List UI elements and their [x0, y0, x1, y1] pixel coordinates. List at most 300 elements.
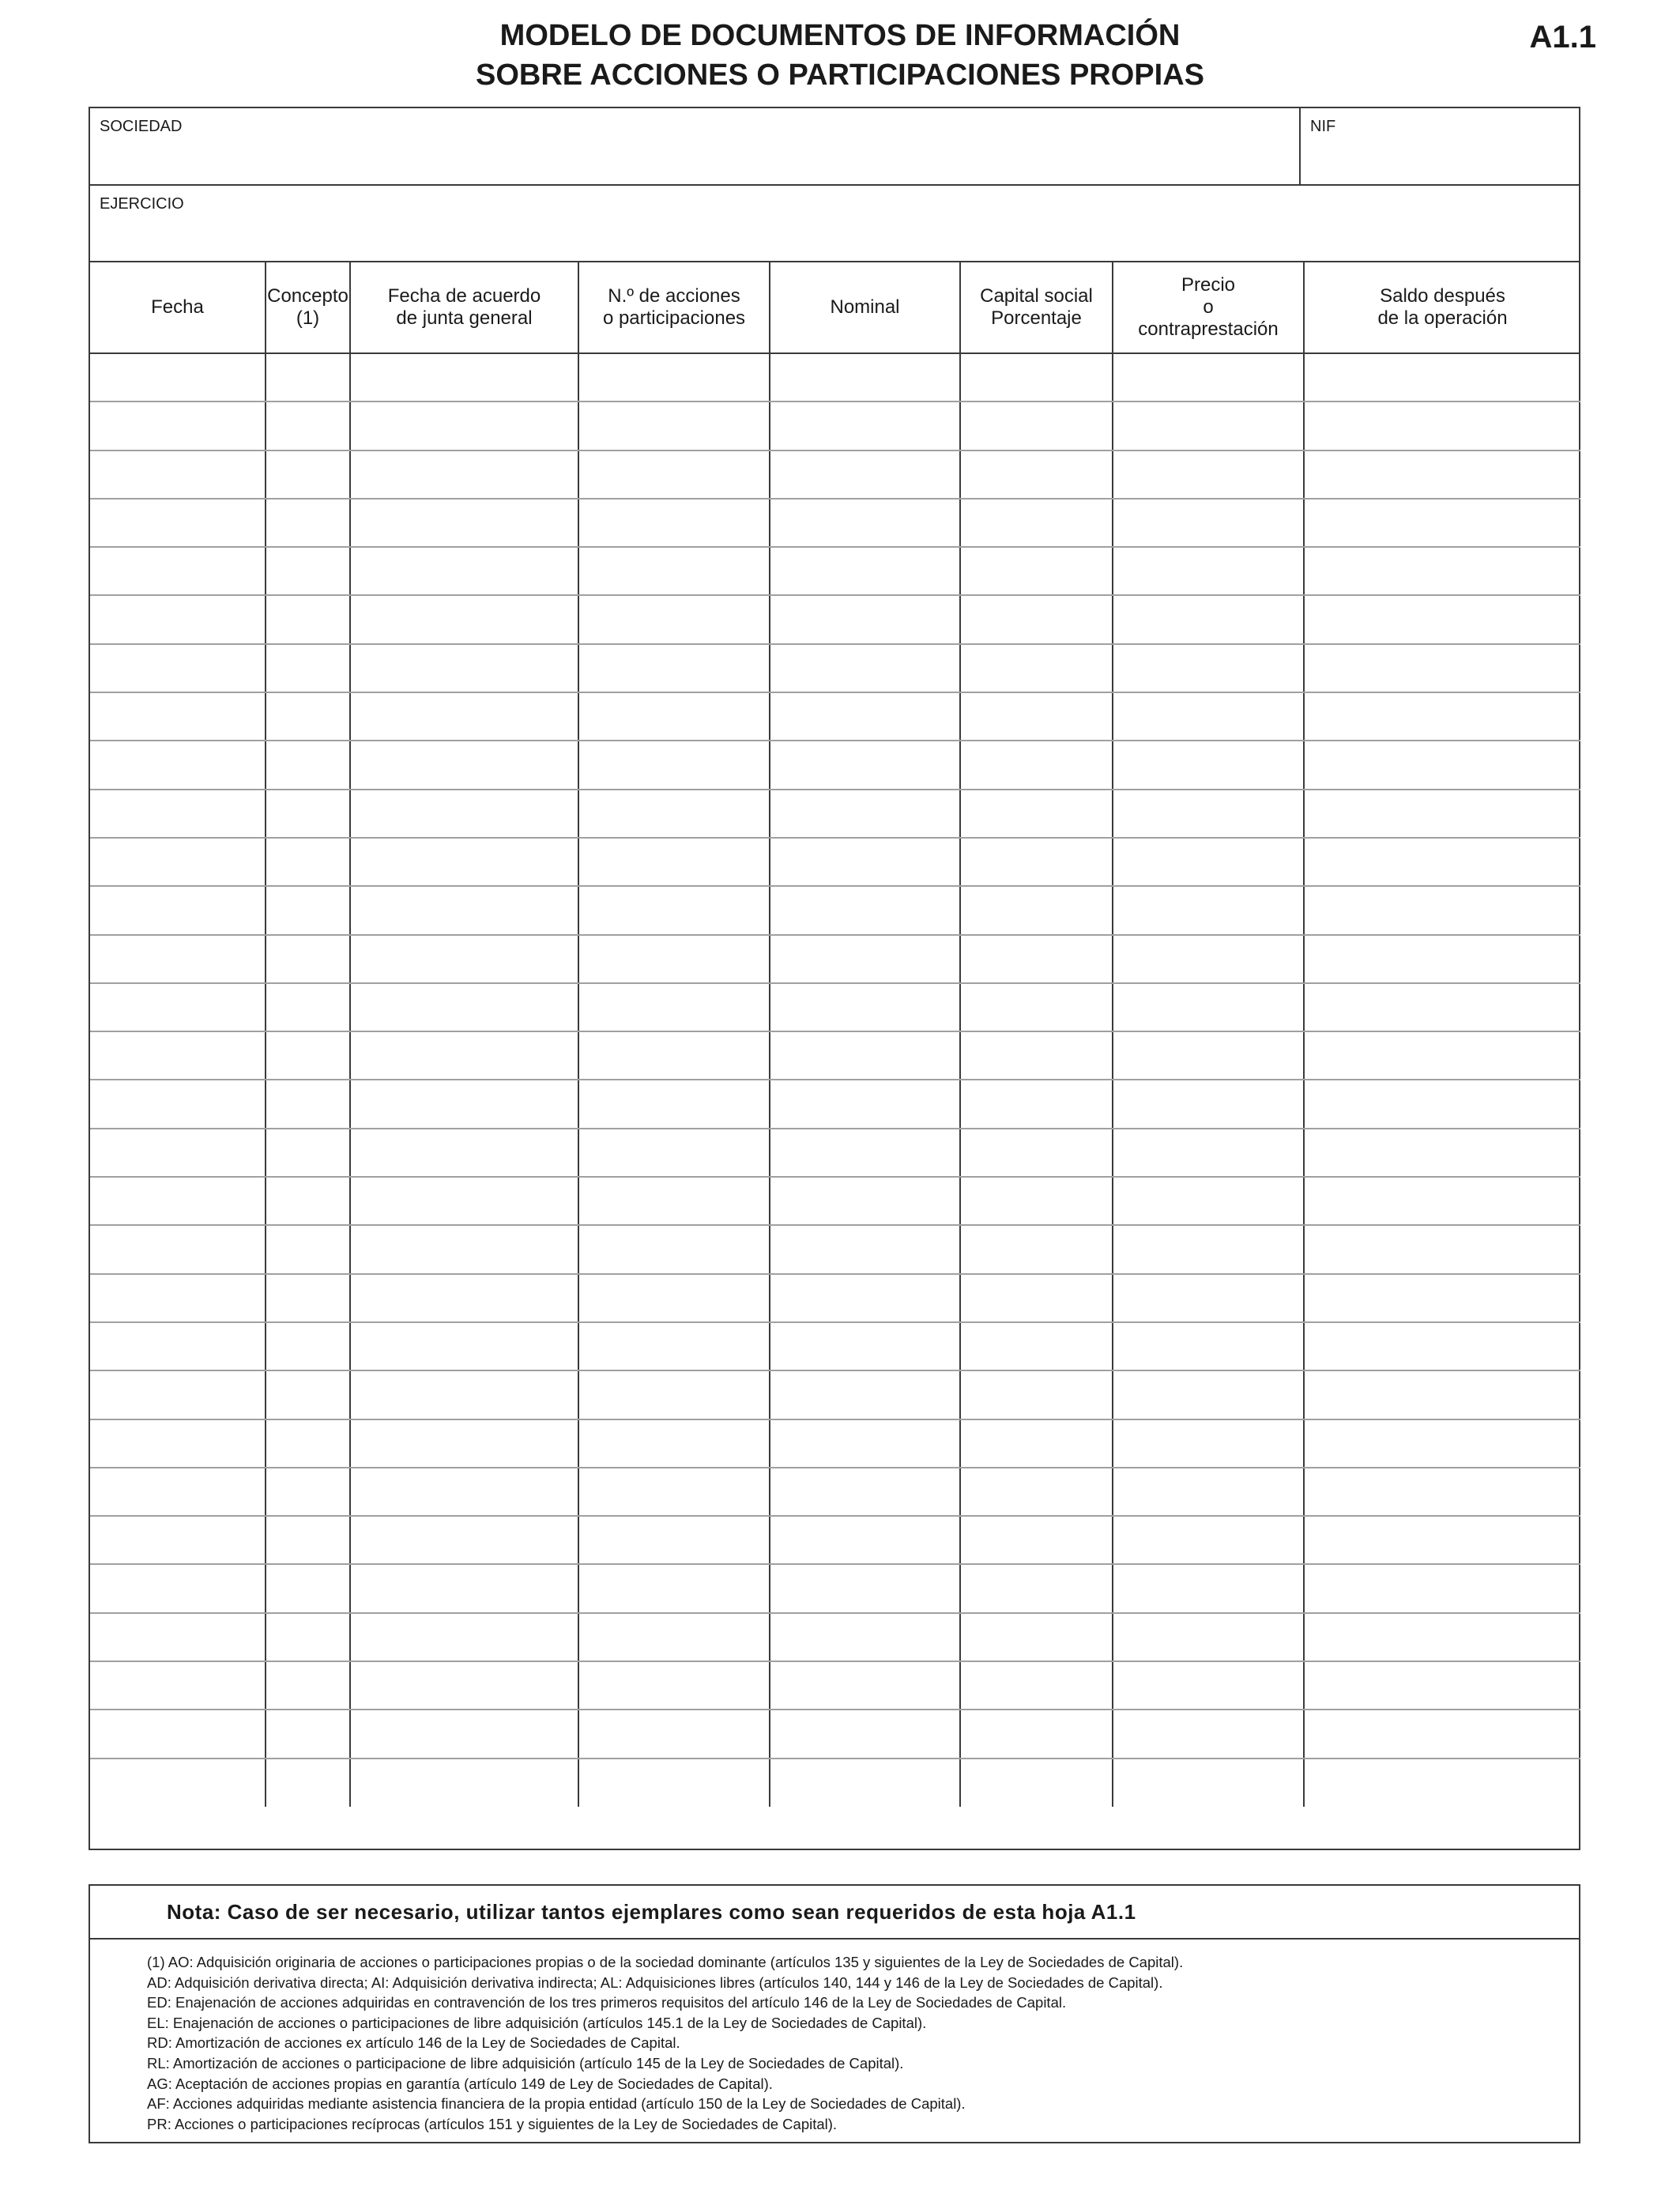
- column-header-line: Capital social: [980, 285, 1093, 307]
- table-cell-saldo[interactable]: [1304, 353, 1580, 401]
- table-cell-concepto[interactable]: [266, 595, 350, 643]
- table-cell-saldo[interactable]: [1304, 1710, 1580, 1758]
- table-cell-nominal[interactable]: [770, 790, 960, 838]
- table-cell-fecha-acuerdo[interactable]: [350, 644, 578, 692]
- table-cell-concepto[interactable]: [266, 1080, 350, 1128]
- table-cell-num-acciones[interactable]: [578, 1370, 770, 1419]
- table-cell-concepto[interactable]: [266, 935, 350, 983]
- table-cell-saldo[interactable]: [1304, 1031, 1580, 1080]
- table-row: [90, 790, 1580, 838]
- table-cell-capital-social[interactable]: [960, 644, 1113, 692]
- table-cell-fecha-acuerdo[interactable]: [350, 353, 578, 401]
- table-row: [90, 1274, 1580, 1322]
- table-cell-num-acciones[interactable]: [578, 353, 770, 401]
- table-cell-precio[interactable]: [1113, 790, 1304, 838]
- table-cell-fecha-acuerdo[interactable]: [350, 1225, 578, 1273]
- table-cell-capital-social[interactable]: [960, 1322, 1113, 1370]
- table-cell-precio[interactable]: [1113, 935, 1304, 983]
- table-cell-nominal[interactable]: [770, 1419, 960, 1468]
- table-cell-saldo[interactable]: [1304, 1564, 1580, 1612]
- column-header-line: Precio: [1181, 274, 1236, 296]
- table-cell-concepto[interactable]: [266, 1419, 350, 1468]
- table-cell-capital-social[interactable]: [960, 595, 1113, 643]
- table-cell-fecha[interactable]: [90, 741, 266, 789]
- table-cell-nominal[interactable]: [770, 1661, 960, 1710]
- table-cell-concepto[interactable]: [266, 838, 350, 886]
- table-cell-precio[interactable]: [1113, 1322, 1304, 1370]
- column-header-num-acciones: [578, 262, 770, 353]
- table-cell-fecha[interactable]: [90, 790, 266, 838]
- table-cell-precio[interactable]: [1113, 1613, 1304, 1661]
- table-cell-concepto[interactable]: [266, 886, 350, 934]
- notes-box: [89, 1884, 1580, 2143]
- table-cell-capital-social[interactable]: [960, 935, 1113, 983]
- table-cell-concepto[interactable]: [266, 1661, 350, 1710]
- table-row: [90, 983, 1580, 1031]
- table-cell-capital-social[interactable]: [960, 886, 1113, 934]
- table-cell-fecha-acuerdo[interactable]: [350, 692, 578, 741]
- table-cell-capital-social[interactable]: [960, 401, 1113, 450]
- table-cell-precio[interactable]: [1113, 595, 1304, 643]
- table-cell-precio[interactable]: [1113, 1225, 1304, 1273]
- table-cell-capital-social[interactable]: [960, 1419, 1113, 1468]
- table-cell-capital-social[interactable]: [960, 1516, 1113, 1564]
- table-cell-concepto[interactable]: [266, 1759, 350, 1807]
- table-cell-capital-social[interactable]: [960, 1080, 1113, 1128]
- table-cell-precio[interactable]: [1113, 838, 1304, 886]
- table-cell-fecha-acuerdo[interactable]: [350, 838, 578, 886]
- legend-line: RL: Amortización de acciones o participacione de libre adquisición (artículo 145 de la Ley de Sociedades de Capital).: [147, 2054, 904, 2071]
- table-cell-fecha[interactable]: [90, 1322, 266, 1370]
- table-cell-fecha-acuerdo[interactable]: [350, 547, 578, 595]
- table-cell-capital-social[interactable]: [960, 741, 1113, 789]
- table-cell-nominal[interactable]: [770, 595, 960, 643]
- table-cell-precio[interactable]: [1113, 1759, 1304, 1807]
- table-row: [90, 1031, 1580, 1080]
- table-cell-capital-social[interactable]: [960, 450, 1113, 499]
- table-cell-precio[interactable]: [1113, 1516, 1304, 1564]
- table-cell-precio[interactable]: [1113, 499, 1304, 547]
- table-cell-num-acciones[interactable]: [578, 644, 770, 692]
- ejercicio-label: EJERCICIO: [100, 195, 184, 213]
- table-cell-concepto[interactable]: [266, 644, 350, 692]
- table-cell-fecha[interactable]: [90, 547, 266, 595]
- table-cell-fecha[interactable]: [90, 450, 266, 499]
- table-cell-nominal[interactable]: [770, 1710, 960, 1758]
- column-header-saldo: [1304, 262, 1580, 353]
- table-cell-saldo[interactable]: [1304, 1613, 1580, 1661]
- table-cell-saldo[interactable]: [1304, 1759, 1580, 1807]
- table-cell-precio[interactable]: [1113, 1661, 1304, 1710]
- table-cell-fecha[interactable]: [90, 1613, 266, 1661]
- table-cell-capital-social[interactable]: [960, 790, 1113, 838]
- table-row: [90, 401, 1580, 450]
- table-row: [90, 1564, 1580, 1612]
- table-cell-precio[interactable]: [1113, 644, 1304, 692]
- table-cell-concepto[interactable]: [266, 1031, 350, 1080]
- table-cell-fecha[interactable]: [90, 935, 266, 983]
- table-cell-fecha[interactable]: [90, 1129, 266, 1177]
- table-cell-saldo[interactable]: [1304, 1225, 1580, 1273]
- table-cell-nominal[interactable]: [770, 499, 960, 547]
- table-row: [90, 547, 1580, 595]
- table-cell-capital-social[interactable]: [960, 547, 1113, 595]
- table-cell-fecha[interactable]: [90, 499, 266, 547]
- table-cell-num-acciones[interactable]: [578, 1564, 770, 1612]
- table-cell-precio[interactable]: [1113, 741, 1304, 789]
- column-header-precio: [1113, 262, 1304, 353]
- table-cell-nominal[interactable]: [770, 401, 960, 450]
- table-cell-precio[interactable]: [1113, 1129, 1304, 1177]
- table-cell-nominal[interactable]: [770, 353, 960, 401]
- table-cell-capital-social[interactable]: [960, 983, 1113, 1031]
- table-cell-concepto[interactable]: [266, 353, 350, 401]
- table-cell-num-acciones[interactable]: [578, 886, 770, 934]
- table-cell-precio[interactable]: [1113, 1710, 1304, 1758]
- table-cell-num-acciones[interactable]: [578, 1225, 770, 1273]
- table-cell-num-acciones[interactable]: [578, 1468, 770, 1516]
- table-cell-saldo[interactable]: [1304, 1080, 1580, 1128]
- table-cell-nominal[interactable]: [770, 741, 960, 789]
- table-cell-nominal[interactable]: [770, 1759, 960, 1807]
- table-cell-capital-social[interactable]: [960, 692, 1113, 741]
- table-cell-nominal[interactable]: [770, 935, 960, 983]
- table-cell-saldo[interactable]: [1304, 547, 1580, 595]
- table-cell-capital-social[interactable]: [960, 1468, 1113, 1516]
- form-frame: [89, 107, 1580, 1850]
- table-cell-nominal[interactable]: [770, 1613, 960, 1661]
- table-cell-fecha[interactable]: [90, 1080, 266, 1128]
- table-cell-nominal[interactable]: [770, 1031, 960, 1080]
- table-cell-fecha-acuerdo[interactable]: [350, 935, 578, 983]
- table-cell-precio[interactable]: [1113, 1031, 1304, 1080]
- table-cell-nominal[interactable]: [770, 983, 960, 1031]
- legend-line: PR: Acciones o participaciones recíprocas (artículos 151 y siguientes de la Ley de Sociedades de Capital).: [147, 2115, 838, 2132]
- table-cell-num-acciones[interactable]: [578, 1322, 770, 1370]
- table-cell-fecha[interactable]: [90, 983, 266, 1031]
- table-cell-nominal[interactable]: [770, 692, 960, 741]
- legend-line: EL: Enajenación de acciones o participaciones de libre adquisición (artículos 145.1 de la Ley de Sociedades de Capital).: [147, 2014, 927, 2031]
- table-row: [90, 838, 1580, 886]
- table-cell-fecha-acuerdo[interactable]: [350, 450, 578, 499]
- table-cell-num-acciones[interactable]: [578, 1710, 770, 1758]
- table-cell-fecha[interactable]: [90, 1564, 266, 1612]
- table-cell-fecha-acuerdo[interactable]: [350, 1080, 578, 1128]
- table-cell-saldo[interactable]: [1304, 886, 1580, 934]
- table-row: [90, 1177, 1580, 1225]
- table-cell-saldo[interactable]: [1304, 595, 1580, 643]
- concept-legend: [147, 1952, 1554, 2134]
- table-cell-nominal[interactable]: [770, 1516, 960, 1564]
- table-row: [90, 1129, 1580, 1177]
- table-cell-concepto[interactable]: [266, 1129, 350, 1177]
- nota-text: Nota: Caso de ser necesario, utilizar tantos ejemplares como sean requeridos de esta hoja A1.1: [90, 1886, 1579, 1940]
- table-cell-capital-social[interactable]: [960, 1031, 1113, 1080]
- table-cell-fecha[interactable]: [90, 1759, 266, 1807]
- table-cell-fecha[interactable]: [90, 886, 266, 934]
- table-cell-fecha-acuerdo[interactable]: [350, 1710, 578, 1758]
- sociedad-field[interactable]: [90, 108, 1301, 186]
- table-cell-fecha-acuerdo[interactable]: [350, 886, 578, 934]
- table-cell-saldo[interactable]: [1304, 1516, 1580, 1564]
- table-cell-fecha-acuerdo[interactable]: [350, 1031, 578, 1080]
- table-cell-precio[interactable]: [1113, 1370, 1304, 1419]
- table-cell-fecha[interactable]: [90, 1225, 266, 1273]
- operations-table: [90, 262, 1580, 1807]
- column-header-concepto: [266, 262, 350, 353]
- table-cell-precio[interactable]: [1113, 401, 1304, 450]
- table-cell-num-acciones[interactable]: [578, 450, 770, 499]
- column-header-line: o: [1203, 296, 1214, 318]
- column-header-line: Nominal: [830, 296, 900, 318]
- table-cell-concepto[interactable]: [266, 790, 350, 838]
- table-cell-nominal[interactable]: [770, 644, 960, 692]
- table-cell-nominal[interactable]: [770, 1080, 960, 1128]
- table-cell-num-acciones[interactable]: [578, 1419, 770, 1468]
- table-cell-fecha-acuerdo[interactable]: [350, 1129, 578, 1177]
- column-header-line: Porcentaje: [991, 307, 1082, 329]
- table-cell-capital-social[interactable]: [960, 838, 1113, 886]
- table-row: [90, 1419, 1580, 1468]
- table-cell-precio[interactable]: [1113, 547, 1304, 595]
- table-cell-concepto[interactable]: [266, 1710, 350, 1758]
- table-cell-num-acciones[interactable]: [578, 1759, 770, 1807]
- legend-line: AG: Aceptación de acciones propias en garantía (artículo 149 de Ley de Sociedades de Capital).: [147, 2075, 773, 2092]
- table-row: [90, 450, 1580, 499]
- table-cell-num-acciones[interactable]: [578, 1129, 770, 1177]
- table-cell-num-acciones[interactable]: [578, 401, 770, 450]
- column-header-line: Concepto: [267, 285, 348, 307]
- table-cell-concepto[interactable]: [266, 1177, 350, 1225]
- table-cell-nominal[interactable]: [770, 1274, 960, 1322]
- table-cell-saldo[interactable]: [1304, 450, 1580, 499]
- table-row: [90, 692, 1580, 741]
- table-cell-fecha[interactable]: [90, 1516, 266, 1564]
- table-cell-concepto[interactable]: [266, 692, 350, 741]
- table-cell-precio[interactable]: [1113, 983, 1304, 1031]
- table-cell-saldo[interactable]: [1304, 499, 1580, 547]
- table-cell-num-acciones[interactable]: [578, 547, 770, 595]
- table-cell-saldo[interactable]: [1304, 838, 1580, 886]
- column-header-capital-social: [960, 262, 1113, 353]
- table-cell-fecha[interactable]: [90, 1177, 266, 1225]
- table-cell-fecha-acuerdo[interactable]: [350, 1274, 578, 1322]
- table-cell-concepto[interactable]: [266, 450, 350, 499]
- ejercicio-field[interactable]: [90, 186, 1580, 262]
- table-cell-saldo[interactable]: [1304, 1322, 1580, 1370]
- table-cell-precio[interactable]: [1113, 450, 1304, 499]
- table-cell-capital-social[interactable]: [960, 1564, 1113, 1612]
- table-cell-precio[interactable]: [1113, 1564, 1304, 1612]
- form-title-line-2: SOBRE ACCIONES O PARTICIPACIONES PROPIAS: [476, 58, 1204, 92]
- table-cell-saldo[interactable]: [1304, 1370, 1580, 1419]
- column-header-line: Fecha: [151, 296, 204, 318]
- table-cell-saldo[interactable]: [1304, 401, 1580, 450]
- table-cell-num-acciones[interactable]: [578, 1516, 770, 1564]
- table-cell-precio[interactable]: [1113, 1419, 1304, 1468]
- table-row: [90, 1516, 1580, 1564]
- table-cell-capital-social[interactable]: [960, 353, 1113, 401]
- table-cell-nominal[interactable]: [770, 450, 960, 499]
- table-cell-num-acciones[interactable]: [578, 935, 770, 983]
- table-cell-fecha[interactable]: [90, 1661, 266, 1710]
- table-cell-capital-social[interactable]: [960, 1759, 1113, 1807]
- table-cell-nominal[interactable]: [770, 1225, 960, 1273]
- table-cell-concepto[interactable]: [266, 1370, 350, 1419]
- table-cell-saldo[interactable]: [1304, 1129, 1580, 1177]
- table-cell-precio[interactable]: [1113, 692, 1304, 741]
- table-cell-concepto[interactable]: [266, 1516, 350, 1564]
- table-cell-fecha[interactable]: [90, 1274, 266, 1322]
- table-cell-num-acciones[interactable]: [578, 1080, 770, 1128]
- table-cell-num-acciones[interactable]: [578, 595, 770, 643]
- table-cell-fecha-acuerdo[interactable]: [350, 1613, 578, 1661]
- table-cell-precio[interactable]: [1113, 886, 1304, 934]
- table-body: [90, 353, 1580, 1807]
- table-cell-saldo[interactable]: [1304, 644, 1580, 692]
- table-cell-concepto[interactable]: [266, 1564, 350, 1612]
- legend-line: AF: Acciones adquiridas mediante asistencia financiera de la propia entidad (artículo 150 de la Ley de Sociedades de Capital).: [147, 2095, 966, 2113]
- table-cell-concepto[interactable]: [266, 1468, 350, 1516]
- table-cell-fecha[interactable]: [90, 401, 266, 450]
- table-row: [90, 595, 1580, 643]
- table-cell-capital-social[interactable]: [960, 1370, 1113, 1419]
- table-cell-fecha[interactable]: [90, 1031, 266, 1080]
- column-header-line: (1): [296, 307, 320, 329]
- table-cell-num-acciones[interactable]: [578, 1274, 770, 1322]
- table-cell-precio[interactable]: [1113, 1274, 1304, 1322]
- table-cell-fecha[interactable]: [90, 838, 266, 886]
- form-title-line-1: MODELO DE DOCUMENTOS DE INFORMACIÓN: [499, 19, 1181, 52]
- table-cell-num-acciones[interactable]: [578, 1031, 770, 1080]
- table-cell-saldo[interactable]: [1304, 1468, 1580, 1516]
- table-cell-fecha[interactable]: [90, 692, 266, 741]
- table-cell-fecha-acuerdo[interactable]: [350, 499, 578, 547]
- table-cell-nominal[interactable]: [770, 1177, 960, 1225]
- table-cell-fecha-acuerdo[interactable]: [350, 1759, 578, 1807]
- table-cell-fecha-acuerdo[interactable]: [350, 1468, 578, 1516]
- table-cell-nominal[interactable]: [770, 1322, 960, 1370]
- table-cell-num-acciones[interactable]: [578, 1177, 770, 1225]
- table-cell-nominal[interactable]: [770, 1129, 960, 1177]
- table-cell-fecha-acuerdo[interactable]: [350, 1564, 578, 1612]
- table-cell-fecha-acuerdo[interactable]: [350, 790, 578, 838]
- table-cell-concepto[interactable]: [266, 401, 350, 450]
- table-cell-concepto[interactable]: [266, 1225, 350, 1273]
- table-cell-saldo[interactable]: [1304, 790, 1580, 838]
- table-row: [90, 499, 1580, 547]
- table-cell-saldo[interactable]: [1304, 1177, 1580, 1225]
- legend-line: (1) AO: Adquisición originaria de acciones o participaciones propias o de la sociedad dominante (artículos 135 y siguientes de la Ley de Sociedades de Capital).: [147, 1954, 1184, 1970]
- table-cell-fecha[interactable]: [90, 644, 266, 692]
- table-cell-fecha-acuerdo[interactable]: [350, 983, 578, 1031]
- table-row: [90, 1759, 1580, 1807]
- table-cell-capital-social[interactable]: [960, 499, 1113, 547]
- table-cell-fecha-acuerdo[interactable]: [350, 1419, 578, 1468]
- table-cell-fecha[interactable]: [90, 1419, 266, 1468]
- table-cell-saldo[interactable]: [1304, 692, 1580, 741]
- table-cell-fecha-acuerdo[interactable]: [350, 1370, 578, 1419]
- table-cell-fecha-acuerdo[interactable]: [350, 1661, 578, 1710]
- table-cell-nominal[interactable]: [770, 1370, 960, 1419]
- table-cell-capital-social[interactable]: [960, 1129, 1113, 1177]
- table-cell-fecha[interactable]: [90, 1710, 266, 1758]
- table-cell-num-acciones[interactable]: [578, 1661, 770, 1710]
- column-header-line: contraprestación: [1138, 319, 1279, 340]
- table-cell-concepto[interactable]: [266, 983, 350, 1031]
- table-cell-num-acciones[interactable]: [578, 983, 770, 1031]
- table-cell-capital-social[interactable]: [960, 1613, 1113, 1661]
- table-cell-precio[interactable]: [1113, 1080, 1304, 1128]
- table-cell-capital-social[interactable]: [960, 1661, 1113, 1710]
- table-cell-num-acciones[interactable]: [578, 790, 770, 838]
- table-cell-concepto[interactable]: [266, 741, 350, 789]
- table-cell-fecha-acuerdo[interactable]: [350, 1322, 578, 1370]
- table-cell-nominal[interactable]: [770, 1564, 960, 1612]
- table-cell-concepto[interactable]: [266, 499, 350, 547]
- table-cell-num-acciones[interactable]: [578, 692, 770, 741]
- nif-field[interactable]: [1301, 108, 1580, 186]
- table-cell-concepto[interactable]: [266, 1613, 350, 1661]
- table-cell-saldo[interactable]: [1304, 935, 1580, 983]
- table-cell-fecha-acuerdo[interactable]: [350, 1177, 578, 1225]
- table-cell-saldo[interactable]: [1304, 983, 1580, 1031]
- column-header-line: N.º de acciones: [608, 285, 740, 307]
- column-header-line: Saldo después: [1380, 285, 1505, 307]
- table-cell-nominal[interactable]: [770, 1468, 960, 1516]
- table-cell-fecha-acuerdo[interactable]: [350, 595, 578, 643]
- legend-line: ED: Enajenación de acciones adquiridas en contravención de los tres primeros requisitos del artículo 146 de la Ley de Sociedades de Capital.: [147, 1994, 1067, 2011]
- table-cell-capital-social[interactable]: [960, 1177, 1113, 1225]
- table-cell-nominal[interactable]: [770, 838, 960, 886]
- table-cell-num-acciones[interactable]: [578, 499, 770, 547]
- table-cell-saldo[interactable]: [1304, 741, 1580, 789]
- table-cell-precio[interactable]: [1113, 1177, 1304, 1225]
- table-row: [90, 886, 1580, 934]
- table-cell-num-acciones[interactable]: [578, 741, 770, 789]
- table-row: [90, 935, 1580, 983]
- table-cell-capital-social[interactable]: [960, 1710, 1113, 1758]
- table-cell-nominal[interactable]: [770, 886, 960, 934]
- table-row: [90, 1468, 1580, 1516]
- column-header-nominal: [770, 262, 960, 353]
- table-cell-saldo[interactable]: [1304, 1661, 1580, 1710]
- table-cell-precio[interactable]: [1113, 1468, 1304, 1516]
- table-cell-fecha[interactable]: [90, 1370, 266, 1419]
- table-cell-concepto[interactable]: [266, 547, 350, 595]
- table-cell-num-acciones[interactable]: [578, 1613, 770, 1661]
- table-cell-fecha-acuerdo[interactable]: [350, 401, 578, 450]
- table-cell-num-acciones[interactable]: [578, 838, 770, 886]
- table-cell-capital-social[interactable]: [960, 1274, 1113, 1322]
- table-cell-fecha[interactable]: [90, 353, 266, 401]
- table-cell-fecha[interactable]: [90, 1468, 266, 1516]
- table-cell-precio[interactable]: [1113, 353, 1304, 401]
- table-cell-fecha-acuerdo[interactable]: [350, 741, 578, 789]
- table-cell-concepto[interactable]: [266, 1322, 350, 1370]
- table-cell-saldo[interactable]: [1304, 1274, 1580, 1322]
- table-cell-concepto[interactable]: [266, 1274, 350, 1322]
- column-header-line: Fecha de acuerdo: [387, 285, 541, 307]
- table-cell-capital-social[interactable]: [960, 1225, 1113, 1273]
- table-cell-saldo[interactable]: [1304, 1419, 1580, 1468]
- table-cell-nominal[interactable]: [770, 547, 960, 595]
- column-header-fecha: [90, 262, 266, 353]
- table-cell-fecha-acuerdo[interactable]: [350, 1516, 578, 1564]
- form-code: A1.1: [1529, 20, 1596, 55]
- legend-line: AD: Adquisición derivativa directa; AI: Adquisición derivativa indirecta; AL: Adquisiciones libres (artículos 140, 144 y 146 de la Ley de Sociedades de Capital).: [147, 1973, 1163, 1991]
- table-cell-fecha[interactable]: [90, 595, 266, 643]
